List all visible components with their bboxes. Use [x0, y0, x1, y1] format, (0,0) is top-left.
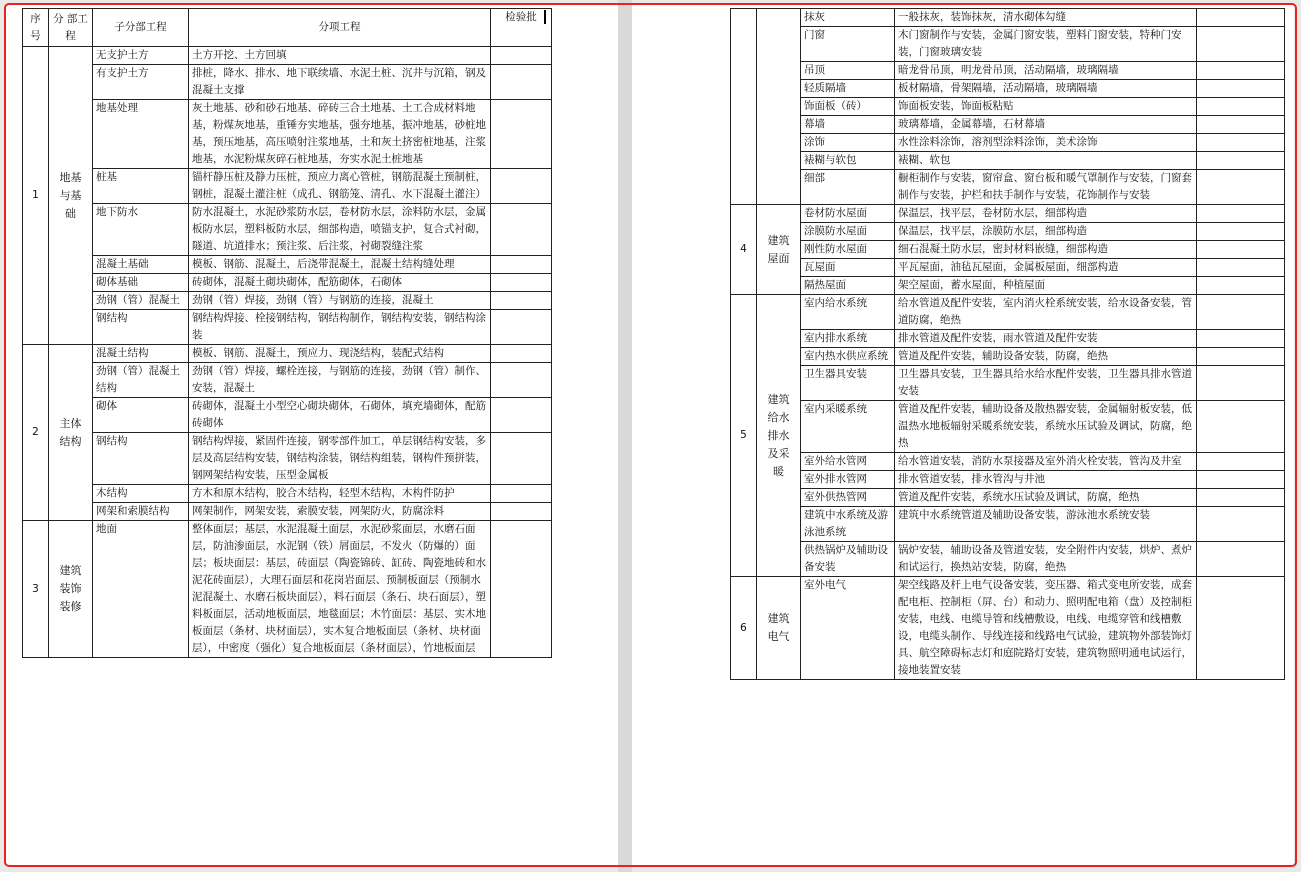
header-item: 分项工程: [189, 9, 491, 47]
inspection-cell: [491, 398, 552, 433]
group-number: 1: [23, 47, 49, 345]
table-row: [731, 223, 1285, 241]
page-gutter: [618, 0, 632, 872]
table-row: [23, 345, 552, 363]
item-cell: 劲钢（管）焊接，劲钢（管）与钢筋的连接，混凝土: [189, 292, 491, 310]
item-cell: 卫生器具安装，卫生器具给水给水配件安装，卫生器具排水管道安装: [895, 366, 1197, 401]
inspection-cell: [1197, 401, 1285, 453]
document-page-right: [632, 5, 1294, 867]
table-row: [731, 366, 1285, 401]
subpart-cell: 涂饰: [801, 134, 895, 152]
table-row: [731, 62, 1285, 80]
item-cell: 平瓦屋面，油毡瓦屋面，金属板屋面，细部构造: [895, 259, 1197, 277]
inspection-cell: [491, 503, 552, 521]
inspection-cell: [1197, 205, 1285, 223]
subpart-cell: 室内热水供应系统: [801, 348, 895, 366]
inspection-cell: [1197, 295, 1285, 330]
inspection-cell: [491, 65, 552, 100]
item-cell: 给水管道安装，消防水泵接器及室外消火栓安装，管沟及井室: [895, 453, 1197, 471]
item-cell: 排水管道安装，排水管沟与井池: [895, 471, 1197, 489]
subpart-cell: 涂膜防水屋面: [801, 223, 895, 241]
inspection-cell: [491, 433, 552, 485]
item-cell: 板材隔墙，骨架隔墙，活动隔墙，玻璃隔墙: [895, 80, 1197, 98]
subpart-cell: 细部: [801, 170, 895, 205]
item-cell: 防水混凝土，水泥砂浆防水层，卷材防水层，涂料防水层，金属板防水层，塑料板防水层，细部构造，喷锚支护，复合式衬砌，隧道、坑道排水；预注浆、后注浆，衬砌裂缝注浆: [189, 204, 491, 256]
inspection-cell: [491, 274, 552, 292]
inspection-cell: [491, 485, 552, 503]
group-part-name: 建筑电气: [767, 612, 790, 643]
table-row: [731, 489, 1285, 507]
table-row: [23, 521, 552, 658]
table-row: [23, 204, 552, 256]
table-row: [23, 433, 552, 485]
inspection-cell: [1197, 507, 1285, 542]
inspection-cell: [491, 169, 552, 204]
subpart-cell: 室外电气: [801, 577, 895, 680]
inspection-cell: [1197, 366, 1285, 401]
subpart-cell: 钢结构: [93, 433, 189, 485]
group-part-name: 建筑装饰装修: [59, 564, 82, 613]
group-number: 3: [23, 521, 49, 658]
header-no: 序号: [23, 9, 49, 47]
table-row: [23, 310, 552, 345]
group-part-cell: [757, 295, 801, 577]
item-cell: 保温层，找平层，卷材防水层，细部构造: [895, 205, 1197, 223]
item-cell: 玻璃幕墙，金属幕墙，石材幕墙: [895, 116, 1197, 134]
item-cell: 锚杆静压桩及静力压桩，预应力离心管桩，钢筋混凝土预制桩，钢桩，混凝土灌注桩（成孔、钢筋笼、清孔、水下混凝土灌注）: [189, 169, 491, 204]
table-row: [731, 401, 1285, 453]
item-cell: 暗龙骨吊顶，明龙骨吊顶，活动隔墙，玻璃隔墙: [895, 62, 1197, 80]
table-row: [731, 134, 1285, 152]
inspection-cell: [1197, 116, 1285, 134]
inspection-cell: [1197, 9, 1285, 27]
subpart-cell: 轻质隔墙: [801, 80, 895, 98]
item-cell: 管道及配件安装，辅助设备安装，防腐，绝热: [895, 348, 1197, 366]
subpart-cell: 无支护土方: [93, 47, 189, 65]
inspection-cell: [1197, 577, 1285, 680]
group-number: 4: [731, 205, 757, 295]
inspection-cell: [1197, 348, 1285, 366]
item-cell: 排桩，降水、排水、地下联续墙、水泥土桩、沉井与沉箱，钢及混凝土支撑: [189, 65, 491, 100]
item-cell: 建筑中水系统管道及辅助设备安装，游泳池水系统安装: [895, 507, 1197, 542]
subpart-cell: 木结构: [93, 485, 189, 503]
item-cell: 砖砌体，混凝土砌块砌体，配筋砌体，石砌体: [189, 274, 491, 292]
group-part-cell: [757, 205, 801, 295]
table-row: [731, 241, 1285, 259]
inspection-cell: [1197, 134, 1285, 152]
subpart-cell: 刚性防水屋面: [801, 241, 895, 259]
subpart-cell: 地下防水: [93, 204, 189, 256]
table-row: [731, 453, 1285, 471]
inspection-cell: [491, 256, 552, 274]
group-part-name: 地基与基础: [59, 170, 82, 220]
inspection-cell: [491, 310, 552, 345]
inspection-cell: [1197, 98, 1285, 116]
table-row: [731, 170, 1285, 205]
table-row: [23, 398, 552, 433]
item-cell: 给水管道及配件安装，室内消火栓系统安装，给水设备安装，管道防腐，绝热: [895, 295, 1197, 330]
item-cell: 细石混凝土防水层，密封材料嵌缝，细部构造: [895, 241, 1197, 259]
inspection-cell: [491, 292, 552, 310]
inspection-cell: [1197, 489, 1285, 507]
item-cell: 钢结构焊接，紧固件连接，钢零部件加工，单层钢结构安装，多层及高层结构安装，钢结构涂装，钢结构组装，钢构件预拼装，钢网架结构安装，压型金属板: [189, 433, 491, 485]
inspection-cell: [491, 345, 552, 363]
right-table: [730, 8, 1285, 680]
item-cell: 整体面层；基层，水泥混凝土面层，水泥砂浆面层，水磨石面层，防油渗面层，水泥钢（铁）屑面层，不发火（防爆的）面层；板块面层：基层，砖面层（陶瓷锦砖、缸砖、陶瓷地砖和水泥花砖面层），大理石面层和花岗岩面层、预制板面层（预制水泥混凝土、水磨石板块面层），料石面层（条石、块石面层），塑料板面层，活动地板面层，地毯面层；木竹面层：基层、实木地板面层（条材、块材面层），实木复合地板面层（条材、块材面层），中密度（强化）复合地板面层（条材面层），竹地板面层: [189, 521, 491, 658]
subpart-cell: 有支护土方: [93, 65, 189, 100]
subpart-cell: 劲钢（管）混凝土结构: [93, 363, 189, 398]
table-row: [731, 259, 1285, 277]
subpart-cell: 抹灰: [801, 9, 895, 27]
group-number: 5: [731, 295, 757, 577]
table-row: [731, 152, 1285, 170]
subpart-cell: 室外供热管网: [801, 489, 895, 507]
item-cell: 排水管道及配件安装，雨水管道及配件安装: [895, 330, 1197, 348]
table-row: [731, 507, 1285, 542]
subpart-cell: 室内给水系统: [801, 295, 895, 330]
table-row: [23, 100, 552, 169]
item-cell: 灰土地基、砂和砂石地基、碎砖三合土地基、土工合成材料地基，粉煤灰地基，重锤夯实地基，强夯地基，振冲地基，砂桩地基，预压地基，高压喷射注浆地基，土和灰土挤密桩地基，注浆地基，水泥粉煤灰碎石桩地基，夯实水泥土桩地基: [189, 100, 491, 169]
group-part-name: 主体结构: [59, 416, 82, 448]
inspection-cell: [1197, 80, 1285, 98]
subpart-cell: 钢结构: [93, 310, 189, 345]
item-cell: 砖砌体，混凝土小型空心砌块砌体，石砌体，填充墙砌体，配筋砖砌体: [189, 398, 491, 433]
subpart-cell: 砌体基础: [93, 274, 189, 292]
table-row: [23, 292, 552, 310]
left-table: [22, 8, 552, 658]
subpart-cell: 吊顶: [801, 62, 895, 80]
inspection-cell: [1197, 471, 1285, 489]
table-row: [731, 9, 1285, 27]
table-row: [731, 471, 1285, 489]
table-row: [23, 169, 552, 204]
inspection-cell: [1197, 27, 1285, 62]
table-row: [731, 577, 1285, 680]
inspection-cell: [1197, 241, 1285, 259]
item-cell: 橱柜制作与安装，窗帘盒、窗台板和暖气罩制作与安装，门窗套制作与安装，护栏和扶手制作与安装，花饰制作与安装: [895, 170, 1197, 205]
table-row: [23, 503, 552, 521]
table-row: [731, 348, 1285, 366]
inspection-cell: [1197, 277, 1285, 295]
subpart-cell: 供热锅炉及辅助设备安装: [801, 542, 895, 577]
item-cell: 土方开挖、土方回填: [189, 47, 491, 65]
subpart-cell: 混凝土结构: [93, 345, 189, 363]
subpart-cell: 幕墙: [801, 116, 895, 134]
inspection-cell: [491, 521, 552, 658]
item-cell: 方木和原木结构，胶合木结构，轻型木结构，木构件防护: [189, 485, 491, 503]
table-row: [23, 363, 552, 398]
subpart-cell: 桩基: [93, 169, 189, 204]
item-cell: 管道及配件安装，系统水压试验及调试，防腐，绝热: [895, 489, 1197, 507]
item-cell: 架空屋面，蓄水屋面，种植屋面: [895, 277, 1197, 295]
subpart-cell: 劲钢（管）混凝土: [93, 292, 189, 310]
item-cell: 一般抹灰，装饰抹灰，清水砌体勾缝: [895, 9, 1197, 27]
document-page-left: [6, 5, 618, 867]
group-part-cell: [757, 577, 801, 680]
table-row: [731, 277, 1285, 295]
header-part: 分 部工程: [49, 9, 93, 47]
subpart-cell: 门窗: [801, 27, 895, 62]
table-row: [23, 485, 552, 503]
table-row: [731, 98, 1285, 116]
subpart-cell: 裱糊与软包: [801, 152, 895, 170]
table-row: [731, 116, 1285, 134]
table-row: [731, 330, 1285, 348]
item-cell: 模板、钢筋、混凝土，后浇带混凝土，混凝土结构缝处理: [189, 256, 491, 274]
inspection-cell: [491, 47, 552, 65]
table-row: [731, 542, 1285, 577]
header-inspect: 检验批: [491, 9, 552, 47]
subpart-cell: 卷材防水屋面: [801, 205, 895, 223]
group-number: 2: [23, 345, 49, 521]
subpart-cell: 地基处理: [93, 100, 189, 169]
group-part-cell: [49, 47, 93, 345]
subpart-cell: 室内采暖系统: [801, 401, 895, 453]
item-cell: 网架制作，网架安装，索膜安装，网架防火，防腐涂料: [189, 503, 491, 521]
subpart-cell: 瓦屋面: [801, 259, 895, 277]
header-subpart: 子分部工程: [93, 9, 189, 47]
item-cell: 钢结构焊接、栓接钢结构，钢结构制作，钢结构安装，钢结构涂装: [189, 310, 491, 345]
subpart-cell: 砌体: [93, 398, 189, 433]
subpart-cell: 隔热屋面: [801, 277, 895, 295]
item-cell: 保温层，找平层，涂膜防水层，细部构造: [895, 223, 1197, 241]
table-row: [23, 47, 552, 65]
group-part-name: 建筑给水排水及采暖: [767, 392, 790, 478]
item-cell: 饰面板安装，饰面板粘贴: [895, 98, 1197, 116]
subpart-cell: 混凝土基础: [93, 256, 189, 274]
subpart-cell: 网架和索膜结构: [93, 503, 189, 521]
group-number: 6: [731, 577, 757, 680]
group-part-cell: [49, 521, 93, 658]
subpart-cell: 地面: [93, 521, 189, 658]
table-row: [731, 205, 1285, 223]
subpart-cell: 卫生器具安装: [801, 366, 895, 401]
item-cell: 木门窗制作与安装，金属门窗安装，塑料门窗安装，特种门安装，门窗玻璃安装: [895, 27, 1197, 62]
inspection-cell: [1197, 152, 1285, 170]
table-row: [731, 80, 1285, 98]
table-row: [23, 274, 552, 292]
table-row: [731, 27, 1285, 62]
group-number: [731, 9, 757, 205]
inspection-cell: [1197, 330, 1285, 348]
inspection-cell: [1197, 170, 1285, 205]
inspection-cell: [1197, 62, 1285, 80]
table-row: [23, 65, 552, 100]
item-cell: 管道及配件安装，辅助设备及散热器安装，金属辐射板安装，低温热水地板辐射采暖系统安装，系统水压试验及调试，防腐，绝热: [895, 401, 1197, 453]
item-cell: 模板、钢筋、混凝土，预应力、现浇结构，装配式结构: [189, 345, 491, 363]
subpart-cell: 建筑中水系统及游泳池系统: [801, 507, 895, 542]
group-part-cell: [49, 345, 93, 521]
item-cell: 裱糊、软包: [895, 152, 1197, 170]
item-cell: 劲钢（管）焊接，螺栓连接，与钢筋的连接，劲钢（管）制作、安装，混凝土: [189, 363, 491, 398]
inspection-cell: [1197, 223, 1285, 241]
table-row: [23, 256, 552, 274]
subpart-cell: 室外给水管网: [801, 453, 895, 471]
subpart-cell: 饰面板（砖）: [801, 98, 895, 116]
inspection-cell: [491, 204, 552, 256]
group-part-name: 建筑屋面: [767, 233, 790, 265]
inspection-cell: [1197, 542, 1285, 577]
item-cell: 架空线路及杆上电气设备安装，变压器、箱式变电所安装，成套配电柜、控制柜（屏、台）和动力、照明配电箱（盘）及控制柜安装，电线、电缆导管和线槽敷设，电线、电缆穿管和线槽敷设，电缆头制作、导线连接和线路电气试验，建筑物外部装饰灯具、航空障碍标志灯和庭院路灯安装，建筑物照明通电试运行，接地装置安装: [895, 577, 1197, 680]
subpart-cell: 室外排水管网: [801, 471, 895, 489]
inspection-cell: [491, 363, 552, 398]
item-cell: 水性涂料涂饰，溶剂型涂料涂饰，美术涂饰: [895, 134, 1197, 152]
group-part-cell: [757, 9, 801, 205]
text-cursor: [544, 10, 546, 24]
inspection-cell: [1197, 453, 1285, 471]
inspection-cell: [1197, 259, 1285, 277]
item-cell: 锅炉安装，辅助设备及管道安装，安全附件内安装，烘炉、煮炉和试运行，换热站安装，防腐，绝热: [895, 542, 1197, 577]
table-row: [731, 295, 1285, 330]
subpart-cell: 室内排水系统: [801, 330, 895, 348]
inspection-cell: [491, 100, 552, 169]
